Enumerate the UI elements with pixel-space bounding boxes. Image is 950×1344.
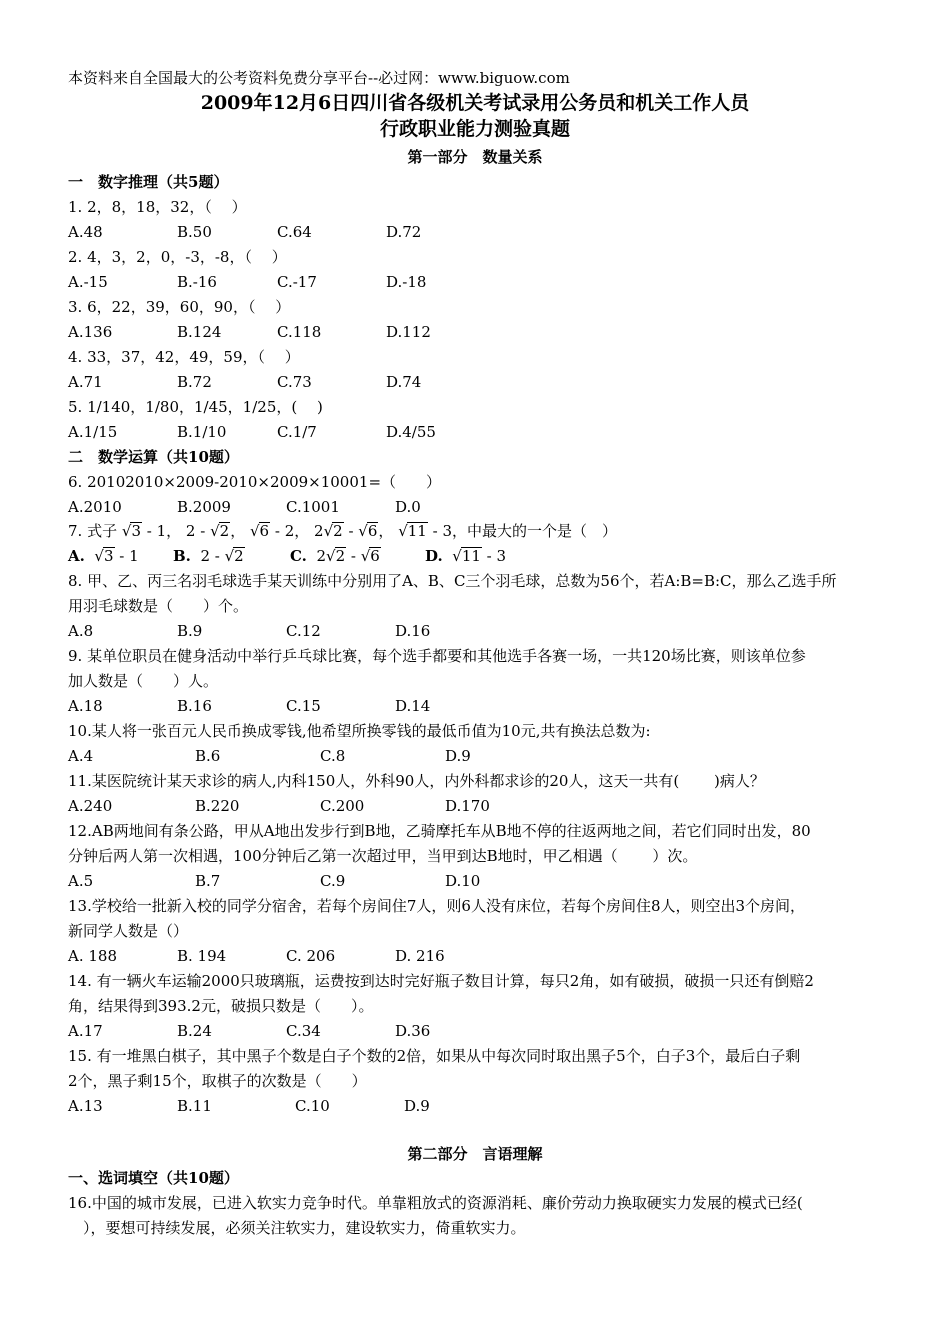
q7-option-d-rest: - 3 <box>481 547 507 565</box>
question-9-line-1: 9. 某单位职员在健身活动中举行乒乓球比赛，每个选手都要和其他选手各赛一场，一共120场比赛，则该单位参 <box>68 647 806 665</box>
question-1: 1. 2，8，18，32，（ ） <box>68 198 247 216</box>
q11-option-b: B.220 <box>195 797 240 815</box>
q7-option-a-rest: - 1 <box>114 547 139 565</box>
q11-option-a: A.240 <box>68 797 113 815</box>
q12-option-d: D.10 <box>445 872 481 890</box>
q9-option-b: B.16 <box>177 697 212 715</box>
q6-option-a: A.2010 <box>68 498 122 516</box>
radical-sign: √ <box>249 522 260 540</box>
q2-option-d: D.-18 <box>386 273 427 291</box>
q9-option-a: A.18 <box>68 697 103 715</box>
part-2-title: 第二部分 言语理解 <box>407 1145 543 1163</box>
radical-sign: √ <box>210 522 220 540</box>
question-2: 2. 4，3，2，0，-3，-8，（ ） <box>68 248 287 266</box>
section-1-heading: 一 数字推理（共5题） <box>68 173 229 191</box>
q4-option-c: C.73 <box>277 373 312 391</box>
question-15-line-2: 2个，黑子剩15个，取棋子的次数是（ ） <box>68 1072 367 1090</box>
q3-option-c: C.118 <box>277 323 322 341</box>
source-note: 本资料来自全国最大的公考资料免费分享平台--必过网：www.biguow.com <box>68 69 570 87</box>
q7-option-c-radicand-2: 6 <box>370 547 380 565</box>
q13-option-c: C. 206 <box>286 947 336 965</box>
q7-e2-pre: 2 - <box>185 522 211 540</box>
q2-option-a: A.-15 <box>68 273 108 291</box>
q13-option-b: B. 194 <box>177 947 227 965</box>
q5-option-d: D.4/55 <box>386 423 436 441</box>
question-3: 3. 6，22，39，60，90，（ ） <box>68 298 291 316</box>
q10-option-c: C.8 <box>320 747 346 765</box>
q5-option-c: C.1/7 <box>277 423 317 441</box>
q7-e1-radicand: 3 <box>131 522 141 540</box>
q7-option-d <box>425 546 506 566</box>
q7-e5-radicand: 11 <box>407 522 427 540</box>
q13-option-d: D. 216 <box>395 947 445 965</box>
q13-option-a: A. 188 <box>68 947 117 965</box>
question-5: 5. 1/140，1/80，1/45，1/25，( ) <box>68 398 323 416</box>
question-16-line-2: ），要想可持续发展，必须关注软实力，建设软实力，倚重软实力。 <box>68 1219 526 1237</box>
q7-e2-radicand: 2 <box>219 522 230 540</box>
q7-option-a <box>68 546 139 566</box>
q7-e5-rest: - 3，中最大的一个是（ ） <box>427 522 618 540</box>
q7-e4-rest: ， <box>378 522 394 540</box>
question-13-line-1: 13.学校给一批新入校的同学分宿舍，若每个房间住7人，则6人没有床位，若每个房间住8人，则空出3个房间， <box>68 897 806 915</box>
radical-sign: √ <box>94 547 104 565</box>
radical-sign: √ <box>358 522 368 540</box>
radical-sign: √ <box>398 522 408 540</box>
q1-option-a: A.48 <box>68 223 103 241</box>
q7-option-a-label: A. <box>68 547 85 565</box>
question-9-line-2: 加人数是（ ）人。 <box>68 672 219 690</box>
q3-option-a: A.136 <box>68 323 113 341</box>
part-1-title: 第一部分 数量关系 <box>407 148 543 166</box>
q12-option-b: B.7 <box>195 872 221 890</box>
q2-option-b: B.-16 <box>177 273 217 291</box>
part-2-section-heading: 一、选词填空（共10题） <box>68 1169 239 1187</box>
radical-sign: √ <box>121 522 132 540</box>
q7-option-a-radicand: 3 <box>103 547 114 565</box>
question-16-line-1: 16.中国的城市发展，已进入软实力竞争时代。单靠粗放式的资源消耗、廉价劳动力换取硬实力发展的模式已经( <box>68 1194 803 1212</box>
q1-option-b: B.50 <box>177 223 212 241</box>
radical-sign: √ <box>224 547 235 565</box>
q7-option-d-radicand: 11 <box>461 547 481 565</box>
q10-option-d: D.9 <box>445 747 471 765</box>
radical-sign: √ <box>452 547 462 565</box>
q7-e1-rest: - 1， <box>141 522 182 540</box>
q7-e3-rest: - 2， <box>270 522 310 540</box>
q7-e4-mid: - <box>343 522 359 540</box>
q4-option-d: D.74 <box>386 373 422 391</box>
q7-option-c-mid: - <box>346 547 361 565</box>
q12-option-c: C.9 <box>320 872 346 890</box>
q11-option-d: D.170 <box>445 797 490 815</box>
q7-e4-pre: 2 <box>314 522 324 540</box>
q3-option-b: B.124 <box>177 323 222 341</box>
question-15-line-1: 15. 有一堆黑白棋子，其中黑子个数是白子个数的2倍，如果从中每次同时取出黑子5个，白子3个，最后白子剩 <box>68 1047 801 1065</box>
q10-option-b: B.6 <box>195 747 221 765</box>
question-10: 10.某人将一张百元人民币换成零钱,他希望所换零钱的最低币值为10元,共有换法总数为: <box>68 722 651 740</box>
q7-option-c-pre: 2 <box>316 547 326 565</box>
q5-option-b: B.1/10 <box>177 423 227 441</box>
q7-option-d-label: D. <box>425 547 443 565</box>
q6-option-c: C.1001 <box>286 498 340 516</box>
question-7 <box>68 521 617 541</box>
q14-option-d: D.36 <box>395 1022 431 1040</box>
q7-option-c-radicand-1: 2 <box>335 547 346 565</box>
q7-option-b <box>173 546 245 566</box>
q15-option-b: B.11 <box>177 1097 212 1115</box>
q14-option-c: C.34 <box>286 1022 321 1040</box>
question-12-line-1: 12.AB两地间有条公路，甲从A地出发步行到B地，乙骑摩托车从B地不停的往返两地之间，若它们同时出发，80 <box>68 822 811 840</box>
question-8-line-2: 用羽毛球数是（ ）个。 <box>68 597 249 615</box>
question-4: 4. 33，37，42，49，59，（ ） <box>68 348 300 366</box>
q7-e2-rest: ， <box>230 522 246 540</box>
q8-option-a: A.8 <box>68 622 94 640</box>
q3-option-d: D.112 <box>386 323 431 341</box>
section-2-heading: 二 数学运算（共10题） <box>68 448 239 466</box>
q1-option-d: D.72 <box>386 223 422 241</box>
q9-option-d: D.14 <box>395 697 431 715</box>
q8-option-b: B.9 <box>177 622 203 640</box>
radical-sign: √ <box>323 522 334 540</box>
q8-option-d: D.16 <box>395 622 431 640</box>
q12-option-a: A.5 <box>68 872 94 890</box>
title-line-1: 2009年12月6日四川省各级机关考试录用公务员和机关工作人员 <box>200 92 750 114</box>
question-12-line-2: 分钟后两人第一次相遇，100分钟后乙第一次超过甲，当甲到达B地时，甲乙相遇（ ）次。 <box>68 847 698 865</box>
q7-e4-radicand-1: 2 <box>333 522 343 540</box>
q10-option-a: A.4 <box>68 747 94 765</box>
q7-option-c-label: C. <box>290 547 307 565</box>
question-13-line-2: 新同学人数是（） <box>68 922 189 940</box>
q5-option-a: A.1/15 <box>68 423 118 441</box>
q14-option-a: A.17 <box>68 1022 103 1040</box>
q7-option-b-label: B. <box>173 547 191 565</box>
q9-option-c: C.15 <box>286 697 321 715</box>
q14-option-b: B.24 <box>177 1022 212 1040</box>
q7-option-b-radicand: 2 <box>234 547 244 565</box>
title-line-2: 行政职业能力测验真题 <box>379 118 570 140</box>
q11-option-c: C.200 <box>320 797 365 815</box>
question-14-line-2: 角，结果得到393.2元，破损只数是（ ）。 <box>68 997 374 1015</box>
q7-option-b-pre: 2 - <box>200 547 225 565</box>
q15-option-d: D.9 <box>404 1097 430 1115</box>
q7-option-c <box>290 546 381 566</box>
q6-option-d: D.0 <box>395 498 421 516</box>
question-8-line-1: 8. 甲、乙、丙三名羽毛球选手某天训练中分别用了A、B、C三个羽毛球，总数为56个，若A:B=B:C，那么乙选手所 <box>68 572 837 590</box>
radical-sign: √ <box>360 547 371 565</box>
q1-option-c: C.64 <box>277 223 312 241</box>
q4-option-a: A.71 <box>68 373 103 391</box>
q7-e3-radicand: 6 <box>259 522 270 540</box>
q4-option-b: B.72 <box>177 373 212 391</box>
q7-prefix: 7. 式子 <box>68 522 118 540</box>
q8-option-c: C.12 <box>286 622 321 640</box>
q6-option-b: B.2009 <box>177 498 231 516</box>
q2-option-c: C.-17 <box>277 273 317 291</box>
q7-e4-radicand-2: 6 <box>367 522 378 540</box>
radical-sign: √ <box>326 547 336 565</box>
q15-option-a: A.13 <box>68 1097 103 1115</box>
q15-option-c: C.10 <box>295 1097 330 1115</box>
question-14-line-1: 14. 有一辆火车运输2000只玻璃瓶，运费按到达时完好瓶子数目计算，每只2角，如有破损，破损一只还有倒赔2 <box>68 972 814 990</box>
question-11: 11.某医院统计某天求诊的病人,内科150人，外科90人，内外科都求诊的20人，这天一共有( )病人？ <box>68 772 765 790</box>
question-6: 6. 20102010×2009-2010×2009×10001=（ ） <box>68 473 442 491</box>
